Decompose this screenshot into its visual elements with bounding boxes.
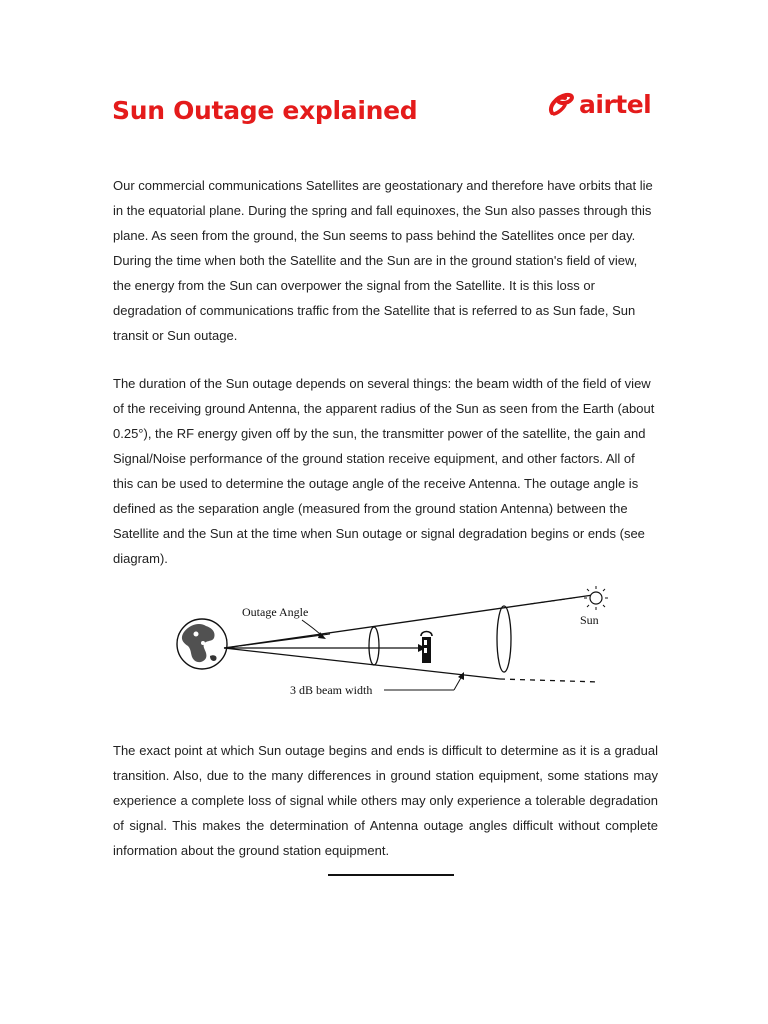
end-divider <box>328 874 454 876</box>
beam-width-label: 3 dB beam width <box>290 683 373 697</box>
outage-angle-label: Outage Angle <box>242 605 309 619</box>
paragraph-3: The exact point at which Sun outage begins and ends is difficult to determine as it is a gradual transition. Also, due to the many differences in ground station equipment, some stations may experience a complete loss of signal while others may only experience a tolerable degradation of signal. This makes the determination of Antenna outage angles difficult without complete information about the ground station equipment. <box>113 743 658 858</box>
satellite-icon <box>421 632 432 664</box>
sun-icon <box>584 586 608 610</box>
sun-label: Sun <box>580 613 599 627</box>
earth-icon <box>177 619 227 669</box>
page-title: Sun Outage explained <box>112 96 418 125</box>
airtel-swirl-icon <box>546 89 576 119</box>
sun-outage-diagram <box>170 582 610 702</box>
paragraph-2: The duration of the Sun outage depends on several things: the beam width of the field of view of the receiving ground Antenna, the apparent radius of the Sun as seen from the Earth (about 0.25°), the RF energy given off by the sun, the transmitter power of the satellite, the gain and Signal/Noise performance of the ground station receive equipment, and other factors. All of this can be used to determine the outage angle of the receive Antenna. The outage angle is defined as the separation angle (measured from the ground station Antenna) between the Satellite and the Sun at the time when Sun outage or signal degradation begins or ends (see diagram). <box>113 376 655 566</box>
airtel-logo <box>546 86 656 122</box>
brand-name: airtel <box>579 89 652 119</box>
paragraph-1: Our commercial communications Satellites are geostationary and therefore have orbits that lie in the equatorial plane. During the spring and fall equinoxes, the Sun also passes through this plane. As seen from the ground, the Sun seems to pass behind the Satellites once per day. During the time when both the Satellite and the Sun are in the ground station's field of view, the energy from the Sun can overpower the signal from the Satellite. It is this loss or degradation of communications traffic from the Satellite that is referred to as Sun fade, Sun transit or Sun outage. <box>113 178 653 343</box>
